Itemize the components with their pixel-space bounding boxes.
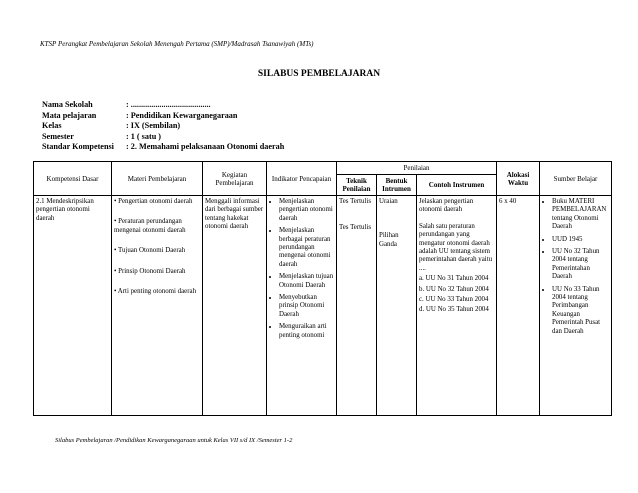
materi-text: Arti penting otonomi daerah <box>117 288 197 296</box>
cell-alokasi <box>497 196 540 416</box>
header-kegiatan: Kegiatan Pembelajaran <box>203 162 267 196</box>
cell-materi <box>112 196 203 416</box>
teknik-text: Tes Tertulis <box>339 224 372 232</box>
materi-text: Tujuan Otonomi Daerah <box>118 247 186 255</box>
header-materi: Materi Pembelajaran <box>112 162 203 196</box>
indikator-item: • Menjelaskan pengertian otonomi daerah <box>279 198 334 223</box>
info-row-standard <box>42 142 284 153</box>
info-value: : ....................................... <box>126 100 211 109</box>
page-title: SILABUS PEMBELAJARAN <box>257 69 381 79</box>
info-row-class <box>42 121 284 132</box>
header-bentuk: Bentuk Intrumen <box>377 175 417 196</box>
indikator-item: • Menjelaskan tujuan Otonomi Daerah <box>279 273 334 290</box>
cell-bentuk <box>377 196 417 416</box>
info-label: Semester <box>42 131 74 141</box>
cell-kompetensi <box>34 196 112 416</box>
materi-item: • Tujuan Otonomi Daerah <box>114 247 186 255</box>
syllabus-table <box>33 161 612 416</box>
contoh-question-2: Salah satu peraturan perundangan yang mengatur otonomi daerah adalah UU tentang sistem pemerintahan daerah yaitu .... <box>419 222 493 272</box>
info-row-school <box>42 100 284 111</box>
header-sumber: Sumber Belajar <box>540 162 612 196</box>
header-teknik: Teknik Penilaian <box>337 175 377 196</box>
page-footer: Silabus Pembelajaran /Pendidikan Kewarganegaraan untuk Kelas VII s/d IX /Semester 1-2 <box>55 437 293 444</box>
info-value: : 2. Memahami pelaksanaan Otonomi daerah <box>126 142 285 152</box>
sumber-item: • UU No 32 Tahun 2004 tentang Pemerintahan Daerah <box>552 248 609 282</box>
info-value: : 1 ( satu ) <box>126 131 162 141</box>
info-label: Nama Sekolah <box>42 100 93 109</box>
info-label: Kelas <box>42 121 62 131</box>
bentuk-text: Uraian <box>379 198 398 205</box>
info-block <box>42 100 284 153</box>
page-header: KTSP Perangkat Pembelajaran Sekolah Menengah Pertama (SMP)/Madrasah Tsanawiyah (MTs) <box>40 40 314 48</box>
teknik-text: Tes Tertulis <box>339 198 372 205</box>
cell-contoh <box>417 196 497 416</box>
materi-text: Pengertian otonomi daerah <box>118 198 193 205</box>
contoh-option: b. UU No 32 Tahun 2004 <box>419 285 489 293</box>
info-value: : IX (Sembilan) <box>126 121 181 131</box>
kegiatan-text: Menggali informasi dari berbagai sumber tentang hakekat otonomi daerah <box>205 198 264 231</box>
contoh-option: d. UU No 35 Tahun 2004 <box>419 306 489 314</box>
header-indikator: Indikator Pencapaian <box>267 162 337 196</box>
info-row-subject <box>42 111 284 122</box>
alokasi-text: 6 x 40 <box>499 198 517 205</box>
sumber-item: • Buku MATERI PEMBELAJARAN tentang Otonomi Daerah <box>552 198 609 232</box>
materi-item: • Prinsip Otonomi Daerah <box>114 267 186 275</box>
materi-text: Prinsip Otonomi Daerah <box>118 267 186 275</box>
sumber-item: • UUD 1945 <box>552 236 609 244</box>
cell-indikator <box>267 196 337 416</box>
info-label: Mata pelajaran <box>42 110 97 120</box>
indikator-item: • Menyebutkan prinsip Otonomi Daerah <box>279 294 334 319</box>
header-kompetensi: Kompetensi Dasar <box>34 162 112 196</box>
sumber-item: • UU No 33 Tahun 2004 tentang Perimbangan Keuangan Pemerintah Pusat dan Daerah <box>552 286 609 336</box>
materi-item: • Pengertian otonomi daerah <box>114 198 193 205</box>
bentuk-text: Pilihan Ganda <box>379 232 399 248</box>
materi-item: • Peraturan perundangan mengenai otonomi daerah <box>114 218 186 234</box>
header-penilaian: Penilaian <box>337 162 497 175</box>
contoh-option: a. UU No 31 Tahun 2004 <box>419 275 489 283</box>
info-row-semester <box>42 132 284 143</box>
indikator-item: • Menguraikan arti penting otonomi <box>279 323 334 340</box>
kompetensi-text: 2.1 Mendeskripsikan pengertian otonomi daerah <box>36 198 94 222</box>
contoh-option: c. UU No 33 Tahun 2004 <box>419 296 489 304</box>
indikator-item: • Menjelaskan berbagai peraturan perundangan mengenai otonomi daerah <box>279 227 334 269</box>
materi-item: • Arti penting otonomi daerah <box>114 288 197 296</box>
header-alokasi: Alokasi Waktu <box>497 162 540 196</box>
contoh-question-1: Jelaskan pengertian otonomi daerah <box>419 198 474 214</box>
header-contoh: Contoh Instrumen <box>417 175 497 196</box>
materi-text: Peraturan perundangan mengenai otonomi daerah <box>114 218 186 234</box>
cell-teknik <box>337 196 377 416</box>
cell-sumber <box>540 196 612 416</box>
info-label: Standar Kompetensi <box>42 142 114 152</box>
info-value: : Pendidikan Kewarganegaraan <box>126 110 238 120</box>
cell-kegiatan <box>203 196 267 416</box>
